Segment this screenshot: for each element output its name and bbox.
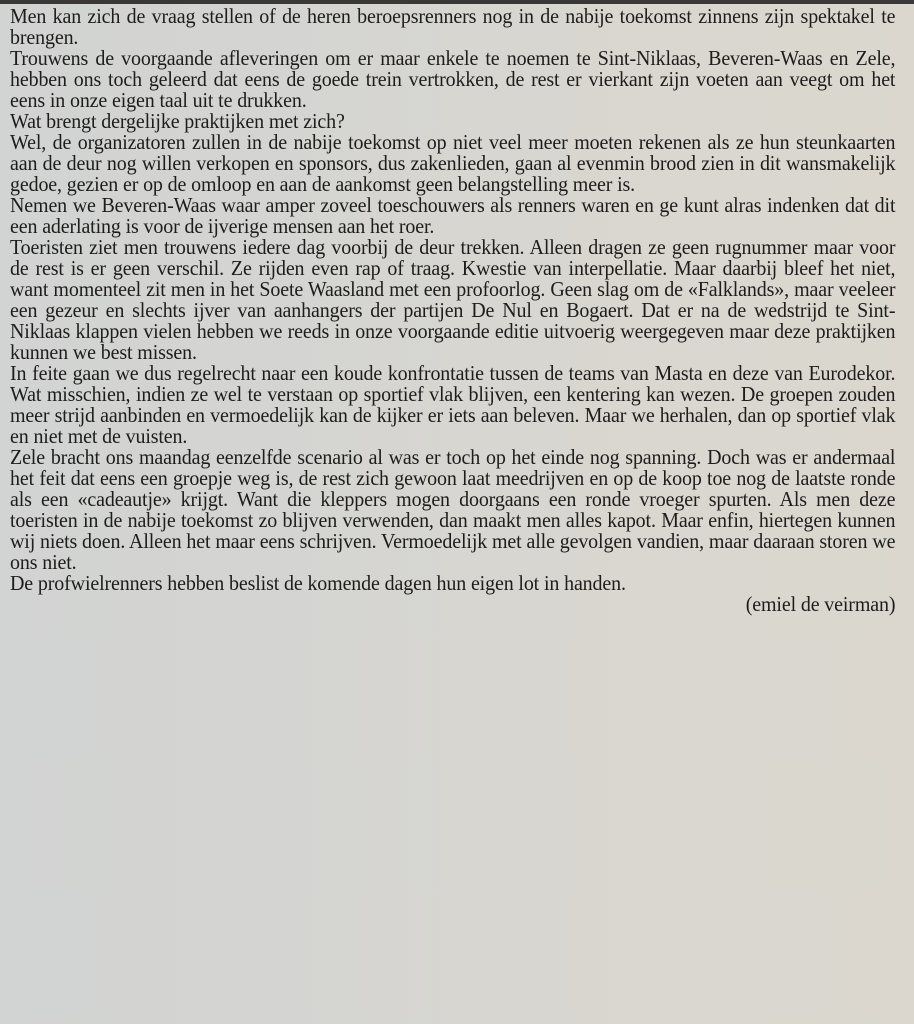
author-signature: (emiel de veirman) [745,592,896,616]
paragraph: Toeristen ziet men trouwens iedere dag voorbij de deur trekken. Alleen dragen ze geen rugnummer maar voor de rest is er geen verschil. Ze rijden even rap of traag. Kwestie van interpellatie. Maar daarbij bleef het niet, want momenteel zit men in het Soete Waasland met een profoorlog. Geen slag om de «Falklands», maar veeleer een gezeur en slechts ijver van aanhangers der partijen De Nul en Bogaert. Dat er na de wedstrijd te Sint-Niklaas klappen vielen hebben we reeds in onze voorgaande editie uitvoerig weergegeven maar deze praktijken kunnen we best missen. [10,235,896,364]
paragraph: Nemen we Beveren-Waas waar amper zoveel toeschouwers als renners waren en ge kunt alras indenken dat dit een aderlating is voor de ijverige mensen aan het roer. [10,193,896,238]
paragraph: Wel, de organizatoren zullen in de nabije toekomst op niet veel meer moeten rekenen als ze hun steunkaarten aan de deur nog willen verkopen en sponsors, dus zakenlieden, gaan al evenmin brood zien in dit wansmakelijk gedoe, gezien er op de omloop en aan de aankomst geen belangstelling meer is. [10,130,896,196]
article-body [10,6,895,615]
paragraph: In feite gaan we dus regelrecht naar een koude konfrontatie tussen de teams van Masta en deze van Eurodekor. Wat misschien, indien ze wel te verstaan op sportief vlak blijven, een kentering kan wezen. De groepen zouden meer strijd aanbinden en vermoedelijk kan de kijker er iets aan beleven. Maar we herhalen, dan op sportief vlak en niet met de vuisten. [10,361,896,448]
paragraph: Trouwens de voorgaande afleveringen om er maar enkele te noemen te Sint-Niklaas, Beveren-Waas en Zele, hebben ons toch geleerd dat eens de goede trein vertrokken, de rest er vierkant zijn voeten aan veegt om het eens in onze eigen taal uit te drukken. [10,46,896,112]
paragraph: Wat brengt dergelijke praktijken met zich? [10,109,345,133]
paragraph: De profwielrenners hebben beslist de komende dagen hun eigen lot in handen. [10,571,626,595]
paragraph: Men kan zich de vraag stellen of de heren beroepsrenners nog in de nabije toekomst zinnens zijn spektakel te brengen. [10,4,896,49]
paragraph: Zele bracht ons maandag eenzelfde scenario al was er toch op het einde nog spanning. Doch was er andermaal het feit dat eens een groepje weg is, de rest zich gewoon laat meedrijven en op de koop toe nog de laatste ronde als een «cadeautje» krijgt. Want die kleppers mogen doorgaans een ronde vroeger spurten. Als men deze toeristen in de nabije toekomst zo blijven verwenden, dan maakt men alles kapot. Maar enfin, hiertegen kunnen wij niets doen. Alleen het maar eens schrijven. Vermoedelijk met alle gevolgen vandien, maar daaraan storen we ons niet. [10,445,896,574]
